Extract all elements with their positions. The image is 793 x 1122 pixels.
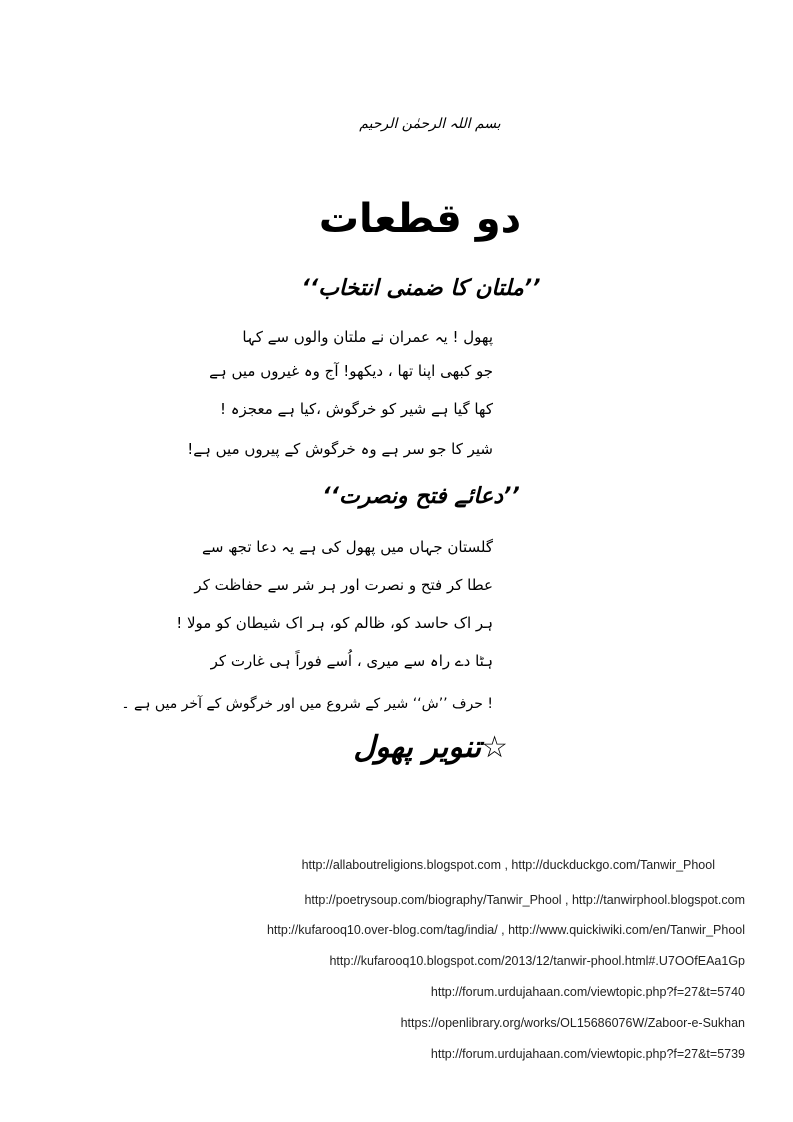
link-line-3[interactable]: http://kufarooq10.over-blog.com/tag/india/ , http://www.quickiwiki.com/en/Tanwir_Phool [266,923,745,937]
link-line-6[interactable]: https://openlibrary.org/works/OL15686076W/Zaboor-e-Sukhan [400,1016,745,1030]
signature: ☆تنویر پھول [353,730,508,765]
bismillah: بسم اللہ الرحمٰن الرحیم [359,116,501,132]
poem-2-line-4: ہٹا دے راہ سے میری ، اُسے فوراً ہی غارت کر [210,652,493,670]
link-line-4[interactable]: http://kufarooq10.blogspot.com/2013/12/tanwir-phool.html#.U7OOfEAa1Gp [329,954,745,968]
poem-1-heading: ’’ملتان کا ضمنی انتخاب‘‘ [301,276,541,301]
poem-2-heading: ’’دعائے فتح ونصرت‘‘ [322,484,520,509]
link-line-7[interactable]: http://forum.urdujahaan.com/viewtopic.php?f=27&t=5739 [430,1047,745,1061]
poem-1-line-4: شیر کا جو سر ہے وہ خرگوش کے پیروں میں ہے! [187,440,493,458]
link-line-2[interactable]: http://poetrysoup.com/biography/Tanwir_Phool , http://tanwirphool.blogspot.com [304,893,745,907]
poem-2-line-3: ہر اک حاسد کو، ظالم کو، ہر اک شیطان کو مولا ! [176,614,493,632]
poem-1-line-3: کھا گیا ہے شیر کو خرگوش ،کیا ہے معجزہ ! [219,400,493,418]
page-title: دو قطعات [318,196,522,242]
poem-2-line-1: گلستان جہاں میں پھول کی ہے یہ دعا تجھ سے [202,538,493,556]
poem-1-line-2: جو کبھی اپنا تھا ، دیکھو! آج وہ غیروں میں ہے [209,362,493,380]
footnote: ! حرف ’’ش‘‘ شیر کے شروع میں اور خرگوش کے آخر میں ہے ۔ [121,696,493,712]
poem-1-line-1: پھول ! یہ عمران نے ملتان والوں سے کہا [242,328,493,346]
link-line-1[interactable]: http://allaboutreligions.blogspot.com , http://duckduckgo.com/Tanwir_Phool [301,858,715,872]
poem-2-line-2: عطا کر فتح و نصرت اور ہر شر سے حفاظت کر [194,576,493,594]
link-line-5[interactable]: http://forum.urdujahaan.com/viewtopic.php?f=27&t=5740 [430,985,745,999]
